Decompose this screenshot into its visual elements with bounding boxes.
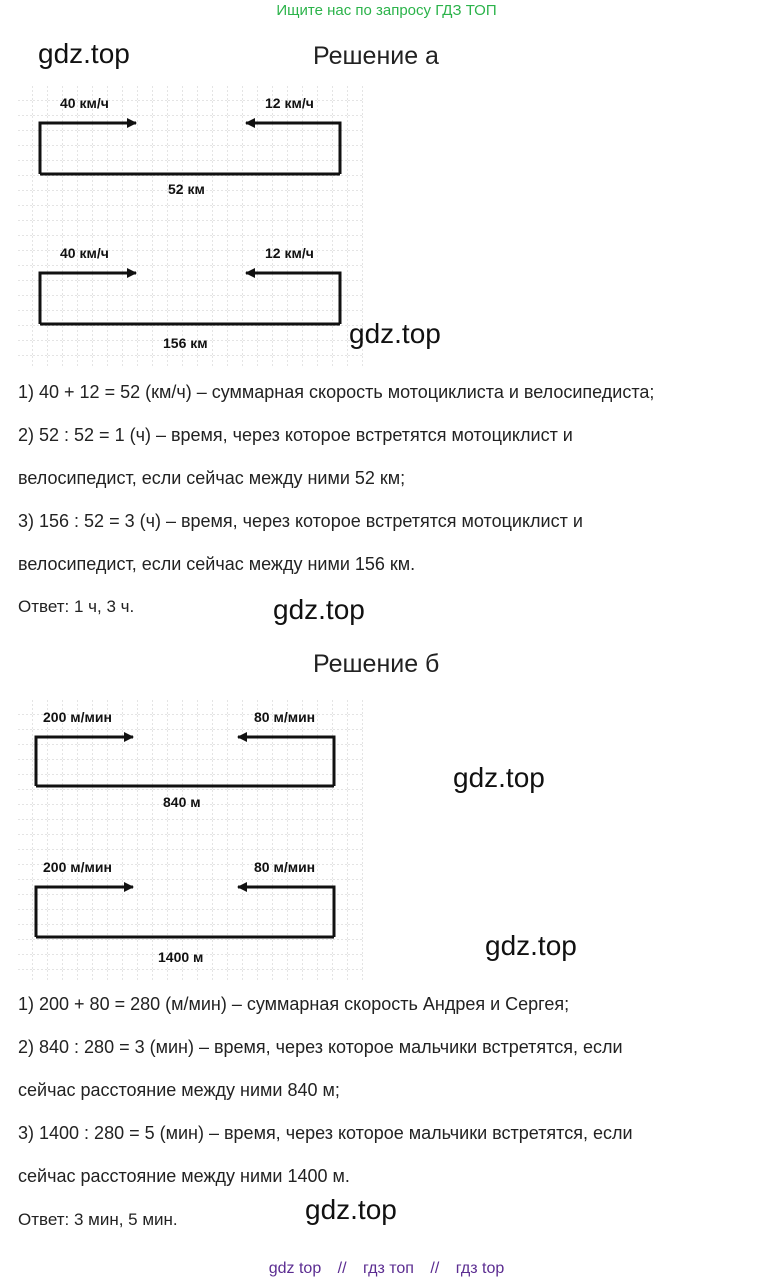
speed-label-left: 200 м/мин xyxy=(43,859,112,875)
solution-line: 1) 200 + 80 = 280 (м/мин) – суммарная скорость Андрея и Сергея; xyxy=(18,994,570,1014)
footer-link[interactable]: гдз топ xyxy=(363,1260,414,1277)
footer-separator: // xyxy=(337,1260,347,1277)
watermark: gdz.top xyxy=(485,930,577,961)
search-banner[interactable]: Ищите нас по запросу ГДЗ ТОП xyxy=(276,2,497,19)
solution-line: велосипедист, если сейчас между ними 156 км. xyxy=(18,554,416,574)
speed-label-right: 12 км/ч xyxy=(265,245,314,261)
solution-line: 1) 40 + 12 = 52 (км/ч) – суммарная скорость мотоциклиста и велосипедиста; xyxy=(18,382,655,402)
watermark: gdz.top xyxy=(349,318,441,349)
speed-label-right: 80 м/мин xyxy=(254,859,316,875)
speed-label-left: 40 км/ч xyxy=(60,245,109,261)
solution-line: сейчас расстояние между ними 1400 м. xyxy=(18,1166,350,1186)
solution-line: 3) 156 : 52 = 3 (ч) – время, через которое встретятся мотоциклист и xyxy=(18,511,583,531)
footer-link[interactable]: гдз top xyxy=(455,1260,505,1277)
watermark: gdz.top xyxy=(273,594,365,625)
watermark: gdz.top xyxy=(305,1194,397,1225)
speed-label-right: 80 м/мин xyxy=(254,709,316,725)
distance-label: 52 км xyxy=(168,181,205,197)
diagram-a xyxy=(18,86,363,366)
heading-solution-b: Решение б xyxy=(313,650,440,678)
watermark: gdz.top xyxy=(38,38,130,69)
speed-label-left: 200 м/мин xyxy=(43,709,112,725)
footer-link[interactable]: gdz top xyxy=(268,1260,322,1277)
diagram-b xyxy=(18,700,363,980)
footer-links xyxy=(0,1260,773,1278)
distance-label: 1400 м xyxy=(158,949,204,965)
solution-line: 2) 52 : 52 = 1 (ч) – время, через которое встретятся мотоциклист и xyxy=(18,425,573,445)
speed-label-right: 12 км/ч xyxy=(265,95,314,111)
speed-label-left: 40 км/ч xyxy=(60,95,109,111)
solution-line: 2) 840 : 280 = 3 (мин) – время, через которое мальчики встретятся, если xyxy=(18,1037,623,1057)
watermark: gdz.top xyxy=(453,762,545,793)
distance-label: 840 м xyxy=(163,794,201,810)
distance-label: 156 км xyxy=(163,335,208,351)
answer-line: Ответ: 3 мин, 5 мин. xyxy=(18,1210,178,1229)
solution-line: велосипедист, если сейчас между ними 52 км; xyxy=(18,468,406,488)
answer-line: Ответ: 1 ч, 3 ч. xyxy=(18,597,135,616)
solution-line: сейчас расстояние между ними 840 м; xyxy=(18,1080,340,1100)
heading-solution-a: Решение а xyxy=(313,42,439,70)
footer-separator: // xyxy=(430,1260,440,1277)
solution-line: 3) 1400 : 280 = 5 (мин) – время, через которое мальчики встретятся, если xyxy=(18,1123,633,1143)
